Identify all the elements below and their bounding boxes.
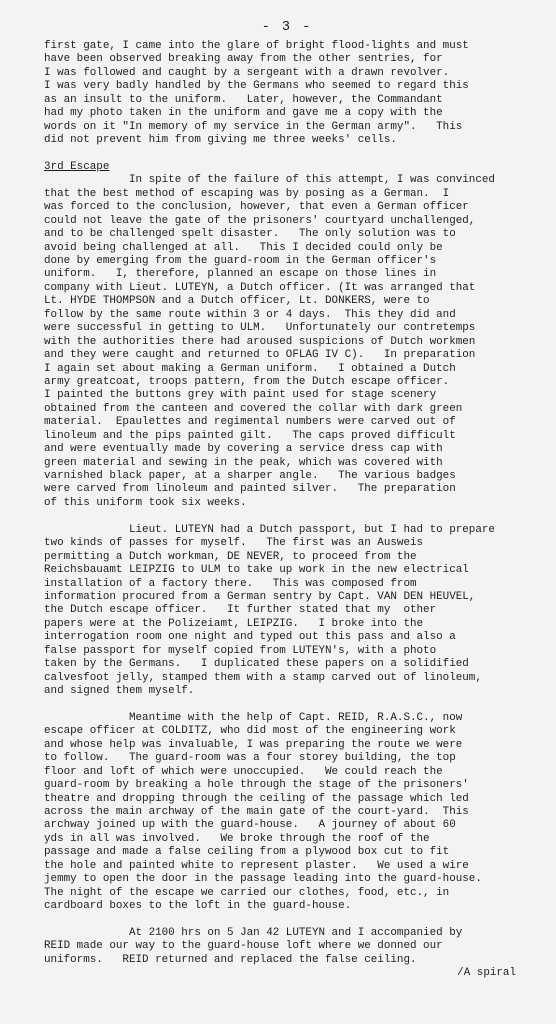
text-line: passage and made a false ceiling from a plywood box cut to fit [44,846,450,859]
text-line: and they were caught and returned to OFLAG IV C). In preparation [44,349,476,362]
text-line: jemmy to open the door in the passage leading into the guard-house. [44,873,482,886]
text-line: The night of the escape we carried our clothes, food, etc., in [44,886,450,899]
text-line: follow by the same route within 3 or 4 days. This they did and [44,308,456,321]
text-line: the hole and painted white to represent plaster. We used a wire [44,859,469,872]
text-line: theatre and dropping through the ceiling of the passage which led [44,792,469,805]
text-line: the Dutch escape officer. It further stated that my other [44,604,437,617]
text-line: false passport for myself copied from LUTEYN's, with a photo [44,644,437,657]
text-line: interrogation room one night and typed out this pass and also a [44,631,456,644]
text-line: as an insult to the uniform. Later, however, the Commandant [44,93,443,106]
paragraph-gap [44,510,530,523]
document-body [44,40,530,981]
text-line: permitting a Dutch workman, DE NEVER, to proceed from the [44,550,417,563]
text-line: Lieut. LUTEYN had a Dutch passport, but I had to prepare [44,523,495,536]
text-line: army greatcoat, troops pattern, from the Dutch escape officer. [44,375,450,388]
catchword: /A spiral [457,967,516,980]
text-line: had my photo taken in the uniform and gave me a copy with the [44,107,443,120]
paragraph-escape-night [44,927,530,967]
paragraph-gap [44,913,530,926]
text-line: REID made our way to the guard-house loft where we donned our [44,940,443,953]
text-line: information procured from a German sentry by Capt. VAN DEN HEUVEL, [44,590,476,603]
text-line: yds in all was involved. We broke through the roof of the [44,832,430,845]
text-line: were carved from linoleum and painted silver. The preparation [44,483,456,496]
text-line: obtained from the canteen and covered the collar with dark green [44,402,463,415]
text-line: words on it "In memory of my service in the German army". This [44,120,463,133]
text-line: uniforms. REID returned and replaced the false ceiling. [44,953,417,966]
text-line: and signed them myself. [44,685,195,697]
paragraph-continuation [44,40,530,148]
text-line: uniform. I, therefore, planned an escape on those lines in [44,268,437,281]
text-line: Lt. HYDE THOMPSON and a Dutch officer, Lt. DONKERS, were to [44,295,430,308]
text-line: archway joined up with the guard-house. A journey of about 60 [44,819,456,832]
text-line: across the main archway of the main gate of the court-yard. This [44,805,469,818]
text-line: to follow. The guard-room was a four storey building, the top [44,752,456,765]
text-line: I was followed and caught by a sergeant with a drawn revolver. [44,66,450,79]
text-line: first gate, I came into the glare of bright flood-lights and must [44,40,469,52]
text-line: escape officer at COLDITZ, who did most of the engineering work [44,725,456,738]
text-line: and to be challenged spelt disaster. The only solution was to [44,228,456,241]
paragraph-gap [44,698,530,711]
text-line: done by emerging from the guard-room in the German officer's [44,255,437,267]
text-line: installation of a factory there. This was composed from [44,577,417,590]
paragraph-passes [44,524,530,699]
text-line: papers were at the Polizeiamt, LEIPZIG. I broke into the [44,617,424,630]
text-line: varnished black paper, at a sharper angle. The various badges [44,470,456,482]
text-line: floor and loft of which were unoccupied. We could reach the [44,765,443,778]
text-line: taken by the Germans. I duplicated these papers on a solidified [44,658,469,671]
text-line: I again set about making a German uniform. I obtained a Dutch [44,362,456,375]
text-line: company with Lieut. LUTEYN, a Dutch officer. (It was arranged that [44,281,476,294]
text-line: cardboard boxes to the loft in the guard-house. [44,900,352,912]
text-line: could not leave the gate of the prisoners' courtyard unchallenged, [44,214,476,227]
text-line: Meantime with the help of Capt. REID, R.A.S.C., now [44,711,463,724]
text-line: I painted the buttons grey with paint used for stage scenery [44,389,437,402]
text-line: avoid being challenged at all. This I decided could only be [44,241,443,254]
paragraph-third-escape [44,174,530,510]
text-line: and whose help was invaluable, I was preparing the route we were [44,738,463,751]
text-line: guard-room by breaking a hole through the stage of the prisoners' [44,779,469,792]
page-number: - 3 - [261,20,313,35]
paragraph-gap [44,148,530,161]
text-line: Reichsbauamt LEIPZIG to ULM to take up work in the new electrical [44,564,469,577]
text-line: and were eventually made by covering a service dress cap with [44,443,443,456]
text-line: were successful in getting to ULM. Unfortunately our contretemps [44,322,476,335]
text-line: green material and sewing in the peak, which was covered with [44,456,443,469]
section-heading: 3rd Escape [44,160,110,173]
text-line: linoleum and the pips painted gilt. The caps proved difficult [44,429,456,442]
paragraph-route [44,712,530,914]
text-line: two kinds of passes for myself. The first was an Ausweis [44,537,424,550]
text-line: that the best method of escaping was by posing as a German. I [44,187,450,200]
text-line: did not prevent him from giving me three weeks' cells. [44,134,397,147]
text-line: was forced to the conclusion, however, that even a German officer [44,201,469,214]
text-line: I was very badly handled by the Germans who seemed to regard this [44,80,469,93]
text-line: calvesfoot jelly, stamped them with a stamp carved out of linoleum, [44,671,482,684]
text-line: In spite of the failure of this attempt, I was convinced [44,174,495,187]
text-line: have been observed breaking away from the other sentries, for [44,53,443,66]
text-line: of this uniform took six weeks. [44,496,247,509]
text-line: material. Epaulettes and regimental numbers were carved out of [44,416,456,429]
text-line: At 2100 hrs on 5 Jan 42 LUTEYN and I accompanied by [44,926,463,939]
text-line: with the authorities there had aroused suspicions of Dutch workmen [44,335,476,348]
